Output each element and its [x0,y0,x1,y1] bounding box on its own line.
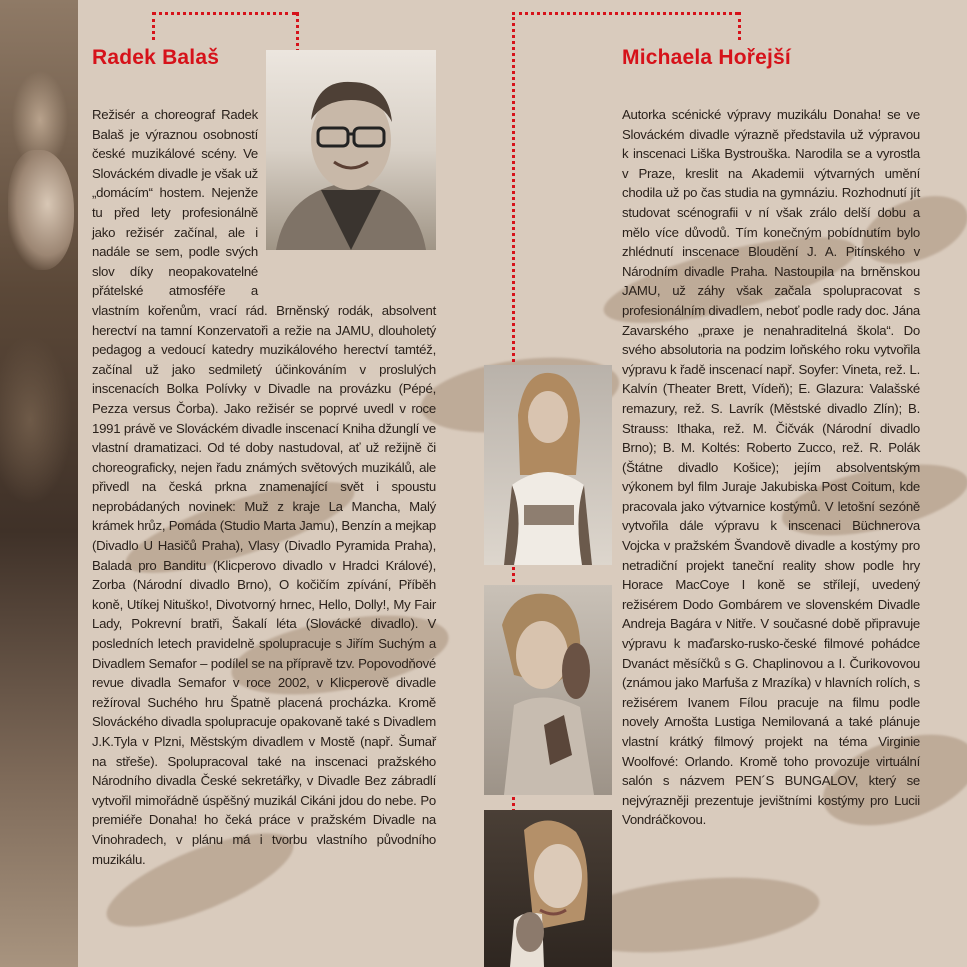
name-heading: Radek Balaš [92,46,220,69]
dotted-line [512,12,515,380]
portrait-photo [484,810,612,967]
dotted-line [152,12,155,40]
dotted-line [738,12,741,40]
side-photo [0,0,78,967]
biography-text [92,105,436,869]
name-heading: Michaela Hořejší [622,46,791,69]
dotted-line [512,12,738,15]
portrait-photo [484,585,612,795]
biography-paragraph: Autorka scénické výpravy muzikálu Donaha! se ve Slováckém divadle výrazně představila už výpravou k inscenaci Liška Bystrouška. Narodila se a vyrostla v Praze, kreslit na Akademii výtvarných umění chodila už po čas studia na gymnáziu. Rozhodnutí jít studovat scénografii v ní však zrálo delší dobu a mělo více důvodů. Tím konečným pobídnutím bylo zhlédnutí inscenace Bloudění J. A. Pitínského v Národním divadle Praha. Nastoupila na brněnskou JAMU, už záhy však začala spolupracovat s profesionálním divadlem, neboť podle rady doc. Jána Zavarského „praxe je nenahraditelná škola“. Do svého absolutoria na podzim loňského roku vytvořila výpravu k řadě inscenací např. Soyfer: Vineta, rež. L. Kalvín (Theater Brett, Vídeň); E. Glazura: Valašské remazury, rež. S. Lavrík (Městské divadlo Zlín); B. Strauss: Ithaka, rež. M. Čičvák (Národní divadlo Brno); B. M. Koltés: Roberto Zucco, rež. R. Polák (Štátne divadlo Košice); jejím absolventským výkonem byl film Juraje Jakubiska Post Coitum, kde pracovala jako výtvarnice kostýmů. V letošní sezóně vytvořila dále výpravu k inscenaci Büchnerova Vojcka v pražském Švandově divadle a kostýmy pro netradiční projekt taneční reality show podle hry Horace MacCoye I koně se střílejí, uvedený režisérem Dodo Gombárem ve slovenském Divadle Andreja Bagára v Nitře. V současné době připravuje výpravu k maďarsko-rusko-české filmové pohádce Dvanáct měsíčků s G. Chaplinovou a I. Čurikovovou (známou jako Marfuša z Mrazíka) v hlavních rolích, s režisérem Ivanem Fílou pracuje na filmu podle novely Arnošta Lustiga Nemilovaná a také plánuje vlastní krátký filmový projekt na téma Virginie Woolfové: Orlando. Kromě toho provozuje virtuální salón s názvem PEN´S BUNGALOV, který se nejvýrazněji prezentuje jevištními kostýmy pro Lucii Vondráčkovou. [622,107,920,828]
dotted-line [152,12,296,15]
biography-paragraph: Režisér a choreograf Radek Balaš je výraznou osobností české muzikálové scény. Ve Slováckém divadle je však už „domácím“ hostem. Nejenže tu před lety profesionálně jako režisér začínal, ale i nadále se sem, podle svých slov díky neopakovatelné přátelské atmosféře a vlastním kořenům, vrací rád. Brněnský rodák, absolvent herectví na tamní Konzervatoři a režie na JAMU, dlouholetý pedagog a vedoucí katedry muzikálového herectví tamtéž, začínal už jako sedmiletý účinkováním v proslulých inscenacích Bolka Polívky v Divadle na provázku (Pépé, Pezza versus Čorba). Jako režisér se poprvé uvedl v roce 1991 právě ve Slováckém divadle inscenací Kniha džunglí ve vlastní dramatizaci. Od té doby nastudoval, ať už režijně či choreograficky, nejen řadu známých světových muzikálů, ale přivedl na česká prkna znamenající svět i spoustu neprobádaných novinek: Muž z kraje La Mancha, Malý krámek hrůz, Pomáda (Studio Marta Jamu), Benzín a mejkap (Divadlo U Hasičů Praha), Vlasy (Divadlo Pyramida Praha), Balada pro Banditu (Klicperovo divadlo v Hradci Králové), Zorba (Národní divadlo Brno), O kočičím zpívání, Příběh koně, Utíkej Nituško!, Divotvorný hrnec, Hello, Dolly!, My Fair Lady, Pokrevní bratři, Šakalí léta (Slovácké divadlo). V posledních letech pravidelně spolupracuje s Jiřím Suchým a Divadlem Semafor – podílel se na přípravě tzv. Popovodňové revue divadla Semafor v roce 2002, v Klicperově divadle režíroval Suchého hru Špatně placená procházka. Kromě Slováckého divadla spolupracuje opakovaně také s Divadlem J.K.Tyla v Plzni, Městským divadlem v Mostě (např. Šumař na střeše). Spolupracoval také na inscenaci pražského Národního divadla České sekretářky, v Divadle Bez zábradlí vytvořil mimořádně úspěšný muzikál Cikáni jdou do nebe. Po premiéře Donaha! ho čeká práce v pražském Divadle na Vinohradech, v plánu má i tvorbu vlastního původního muzikálu. [92,107,436,867]
portrait-photo [484,365,612,565]
biography-text [622,105,920,830]
